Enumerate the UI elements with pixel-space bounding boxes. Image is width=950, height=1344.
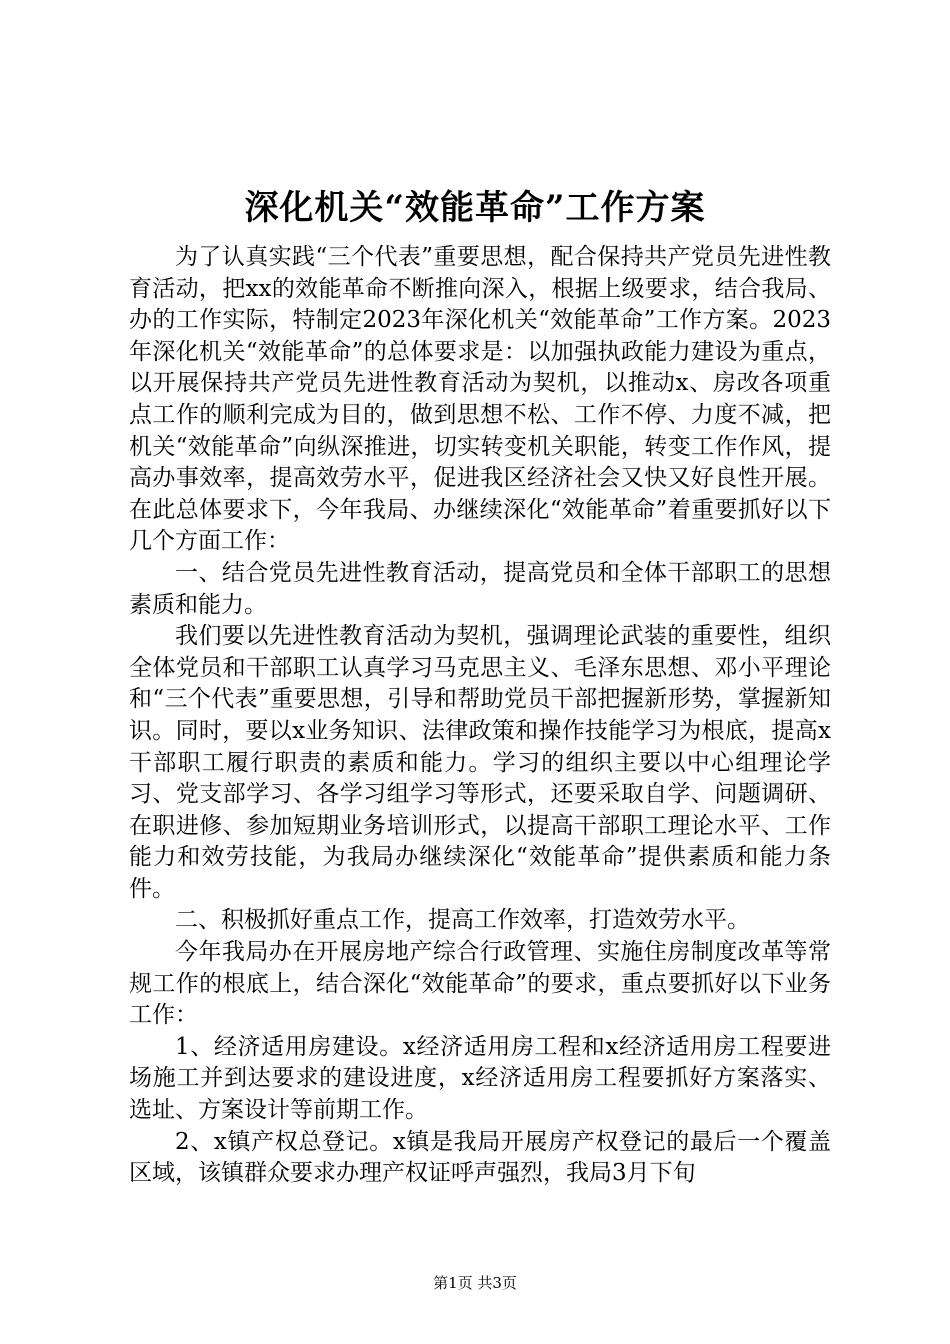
paragraph-section-1-body: 我们要以先进性教育活动为契机，强调理论武装的重要性，组织全体党员和干部职工认真学习马克思主义、毛泽东思想、邓小平理论和“三个代表”重要思想，引导和帮助党员干部把握新形势，掌握新知识。同时，要以x业务知识、法律政策和操作技能学习为根底，提高x干部职工履行职责的素质和能力。学习的组织主要以中心组理论学习、党支部学习、各学习组学习等形式，还要采取自学、问题调研、在职进修、参加短期业务培训形式，以提高干部职工理论水平、工作能力和效劳技能，为我局办继续深化“效能革命”提供素质和能力条件。 (129, 623, 831, 902)
document-title: 深化机关“效能革命”工作方案 (244, 188, 706, 228)
paragraph-item-1: 1、经济适用房建设。x经济适用房工程和x经济适用房工程要进场施工并到达要求的建设进度，x经济适用房工程要抓好方案落实、选址、方案设计等前期工作。 (129, 1033, 831, 1124)
paragraph-item-2: 2、x镇产权总登记。x镇是我局开展房产权登记的最后一个覆盖区域，该镇群众要求办理产权证呼声强烈，我局3月下旬 (129, 1128, 831, 1187)
paragraph-section-1-heading: 一、结合党员先进性教育活动，提高党员和全体干部职工的思想素质和能力。 (129, 559, 831, 618)
paragraph-section-2-heading: 二、积极抓好重点工作，提高工作效率，打造效劳水平。 (175, 907, 750, 934)
paragraph-section-2-body: 今年我局办在开展房地产综合行政管理、实施住房制度改革等常规工作的根底上，结合深化“效能革命”的要求，重点要抓好以下业务工作： (129, 939, 831, 1029)
paragraph-intro: 为了认真实践“三个代表”重要思想，配合保持共产党员先进性教育活动，把xx的效能革命不断推向深入，根据上级要求，结合我局、办的工作实际，特制定2023年深化机关“效能革命”工作方案。2023年深化机关“效能革命”的总体要求是：以加强执政能力建设为重点，以开展保持共产党员先进性教育活动为契机，以推动x、房改各项重点工作的顺利完成为目的，做到思想不松、工作不停、力度不减，把机关“效能革命”向纵深推进，切实转变机关职能，转变工作作风，提高办事效率，提高效劳水平，促进我区经济社会又快又好良性开展。在此总体要求下，今年我局、办继续深化“效能革命”着重要抓好以下几个方面工作： (129, 244, 831, 555)
page-number-footer: 第1页 共3页 (433, 1274, 517, 1292)
document-body (129, 242, 831, 1190)
